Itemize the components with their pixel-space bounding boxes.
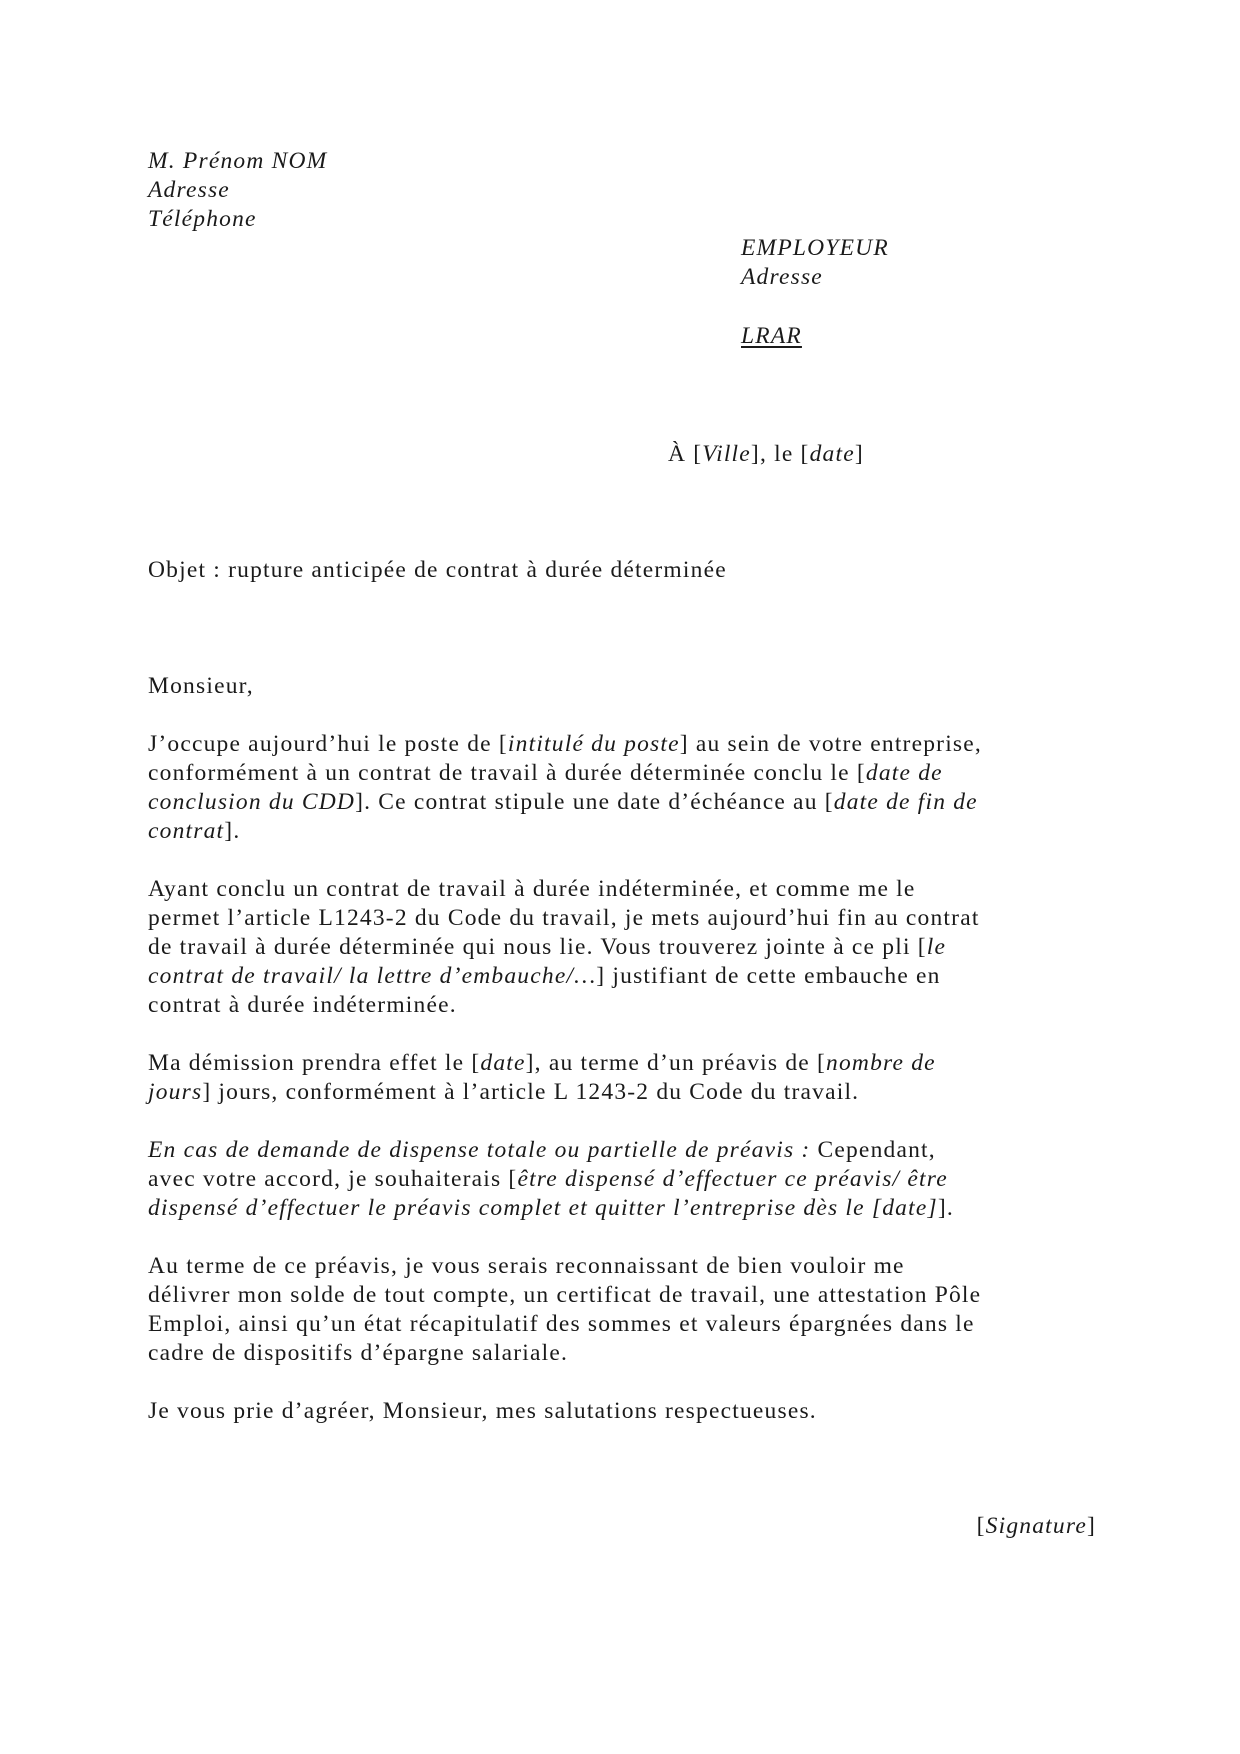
text-run: avec votre accord, je souhaiterais [ <box>148 1166 518 1192</box>
sender-block <box>148 147 327 234</box>
text-run: ], au terme d’un préavis de [ <box>525 1050 827 1076</box>
sender-address: Adresse <box>148 177 230 203</box>
text-run: conformément à un contrat de travail à durée déterminée conclu le [ <box>148 760 866 786</box>
place-date-suffix: ] <box>854 441 864 467</box>
paragraph-line <box>148 1078 1098 1107</box>
text-run: Cependant, <box>810 1137 936 1163</box>
placeholder-text: date de <box>865 760 943 786</box>
text-run: ] justifiant de cette embauche en <box>596 963 941 989</box>
placeholder-text: être dispensé d’effectuer ce préavis/ être <box>517 1166 948 1192</box>
place-date-prefix: À [ <box>668 441 703 467</box>
paragraph-line <box>148 1165 1098 1194</box>
paragraph-line: cadre de dispositifs d’épargne salariale. <box>148 1340 569 1366</box>
recipient-block <box>741 234 889 292</box>
paragraph-line <box>148 730 1098 759</box>
paragraph-notice <box>148 1049 1098 1107</box>
place-date-date: date <box>809 441 855 467</box>
paragraph-line: Emploi, ainsi qu’un état récapitulatif des sommes et valeurs épargnées dans le <box>148 1311 975 1337</box>
signature-label: Signature <box>985 1513 1087 1539</box>
paragraph-line: Je vous prie d’agréer, Monsieur, mes salutations respectueuses. <box>148 1398 817 1424</box>
subject-line: Objet : rupture anticipée de contrat à durée déterminée <box>148 557 727 583</box>
paragraph-closing <box>148 1397 1098 1426</box>
paragraph-documents <box>148 1252 1098 1368</box>
placeholder-text: contrat de travail/ la lettre d’embauche/… <box>148 963 597 989</box>
placeholder-text: contrat <box>148 818 225 844</box>
paragraph-line <box>148 759 1098 788</box>
paragraph-line: permet l’article L1243-2 du Code du travail, je mets aujourd’hui fin au contrat <box>148 905 980 931</box>
mailing-mode-label: LRAR <box>741 323 802 349</box>
placeholder-text: conclusion du CDD <box>148 789 356 815</box>
placeholder-text: dispensé d’effectuer le préavis complet et quitter l’entreprise dès le [date] <box>148 1195 938 1221</box>
text-run: ] au sein de votre entreprise, <box>679 731 982 757</box>
text-run: ]. <box>937 1195 954 1221</box>
text-run: J’occupe aujourd’hui le poste de [ <box>148 731 508 757</box>
recipient-address: Adresse <box>741 264 823 290</box>
placeholder-text: intitulé du poste <box>507 731 680 757</box>
paragraph-dispensation <box>148 1136 1098 1223</box>
sender-name: M. Prénom NOM <box>148 148 328 174</box>
sender-phone: Téléphone <box>148 206 257 232</box>
paragraph-employment <box>148 730 1098 846</box>
paragraph-line <box>148 962 1098 991</box>
mailing-mode <box>741 322 802 351</box>
paragraph-line <box>148 1136 1098 1165</box>
placeholder-text: date de fin de <box>833 789 978 815</box>
text-run: ] <box>1086 1513 1096 1539</box>
paragraph-line <box>148 1194 1098 1223</box>
text-run: de travail à durée déterminée qui nous lie. Vous trouverez jointe à ce pli [ <box>148 934 927 960</box>
place-date-city: Ville <box>702 441 751 467</box>
salutation: Monsieur, <box>148 673 254 699</box>
text-run: [ <box>976 1513 986 1539</box>
paragraph-line <box>148 817 1098 846</box>
paragraph-termination <box>148 875 1098 1020</box>
letter-body <box>148 730 1098 1455</box>
paragraph-line <box>148 1049 1098 1078</box>
paragraph-line <box>148 933 1098 962</box>
text-run: ]. <box>224 818 241 844</box>
paragraph-line: contrat à durée indéterminée. <box>148 992 457 1018</box>
placeholder-text: En cas de demande de dispense totale ou partielle de préavis : <box>148 1137 811 1163</box>
place-date-line <box>668 440 864 469</box>
text-run: Ma démission prendra effet le [ <box>148 1050 481 1076</box>
paragraph-line: délivrer mon solde de tout compte, un certificat de travail, une attestation Pôle <box>148 1282 982 1308</box>
text-run: ]. Ce contrat stipule une date d’échéance au [ <box>355 789 834 815</box>
place-date-middle: ], le [ <box>750 441 810 467</box>
placeholder-text: jours <box>148 1079 203 1105</box>
recipient-name: EMPLOYEUR <box>741 235 889 261</box>
text-run: ] jours, conformément à l’article L 1243-2 du Code du travail. <box>202 1079 860 1105</box>
placeholder-text: nombre de <box>826 1050 936 1076</box>
placeholder-text: date <box>480 1050 526 1076</box>
placeholder-text: le <box>926 934 947 960</box>
paragraph-line: Au terme de ce préavis, je vous serais reconnaissant de bien vouloir me <box>148 1253 905 1279</box>
paragraph-line <box>148 788 1098 817</box>
signature-placeholder <box>977 1512 1096 1541</box>
paragraph-line: Ayant conclu un contrat de travail à durée indéterminée, et comme me le <box>148 876 916 902</box>
